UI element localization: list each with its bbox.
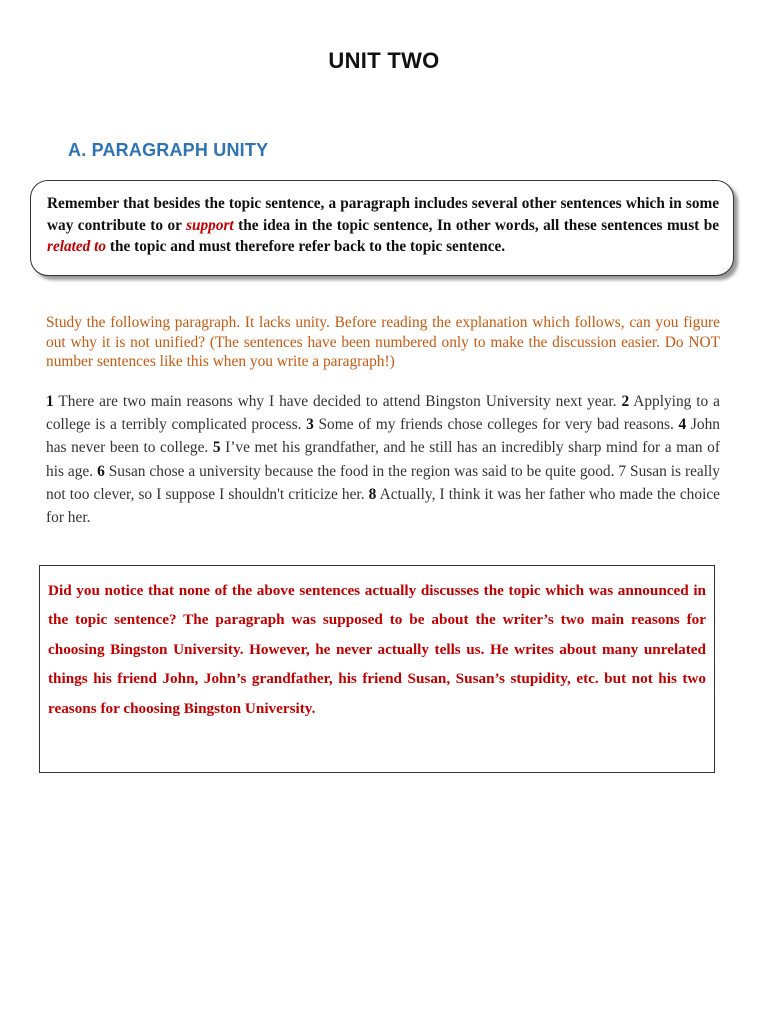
remember-text-part-3: the topic and must therefore refer back to the topic sentence. xyxy=(106,238,506,255)
sentence-number: 3 xyxy=(306,416,314,434)
remember-callout-box xyxy=(30,180,734,276)
sentence-number: 5 xyxy=(212,439,221,457)
sentence-number: 6 xyxy=(97,462,105,480)
remember-text-part-1: Remember that besides the topic sentence, a paragraph includes several other sentences which in some way contribute to or xyxy=(47,195,719,234)
sentence-number: 8 xyxy=(368,485,377,503)
sentence-number: 2 xyxy=(621,393,630,410)
sentence-text: Actually, I think it was her father who made the choice for her. xyxy=(46,485,721,527)
sentence-number: 4 xyxy=(678,416,687,434)
sample-paragraph xyxy=(46,390,720,529)
exercise-instructions: Study the following paragraph. It lacks unity. Before reading the explanation which follows, can you figure out why it is not unified? (The sentences have been numbered only to make the discussion easier. Do NOT number sentences like this when you write a paragraph!) xyxy=(46,314,720,370)
remember-emphasis-support: support xyxy=(186,216,234,234)
sentence-number: 1 xyxy=(46,393,54,410)
sentence-text: Applying to a college is a terribly complicated process. xyxy=(46,393,720,434)
section-heading: A. PARAGRAPH UNITY xyxy=(68,140,269,160)
sentence-text: John has never been to college. xyxy=(46,416,720,457)
remember-emphasis-related-to: related to xyxy=(47,238,107,255)
page-title: UNIT TWO xyxy=(328,48,440,73)
sentence-text: There are two main reasons why I have decided to attend Bingston University next year. xyxy=(53,393,622,410)
sentence-text: I’ve met his grandfather, and he still has an incredibly sharp mind for a man of his age. xyxy=(46,439,720,480)
sentence-text: Some of my friends chose colleges for very bad reasons. xyxy=(313,416,679,434)
remember-text-part-2: the idea in the topic sentence, In other words, all these sentences must be xyxy=(233,216,719,234)
explanation-box: Did you notice that none of the above sentences actually discusses the topic which was announced in the topic sentence? The paragraph was supposed to be about the writer’s two main reasons for choosing Bingston University. However, he never actually tells us. He writes about many unrelated things his friend John, John’s grandfather, his friend Susan, Susan’s stupidity, etc. but not his two reasons for choosing Bingston University. xyxy=(39,565,715,773)
sentence-text: Susan chose a university because the food in the region was said to be quite good. 7 Susan is really not too clever, so I suppose I shouldn't criticize her. xyxy=(46,462,720,503)
